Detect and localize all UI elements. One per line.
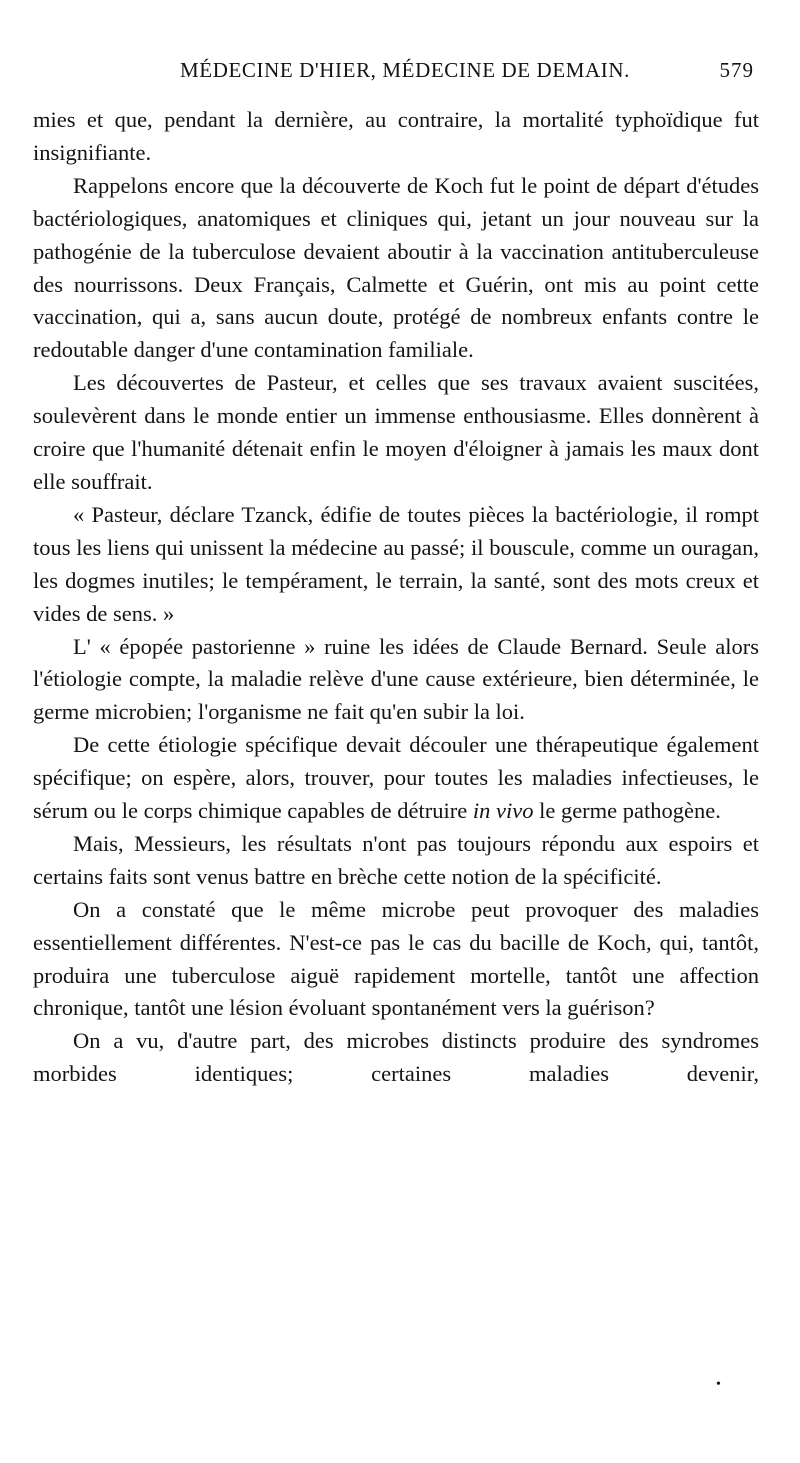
paragraph-microbes-distincts: On a vu, d'autre part, des microbes distincts produire des syndromes morbides identiques; certaines maladies devenir, [33,1028,759,1087]
paragraph-epopee: L' « épopée pastorienne » ruine les idées de Claude Bernard. Seule alors l'étiologie compte, la maladie relève d'une cause extérieure, bien déterminée, le germe microbien; l'organisme ne fait qu'en subir la loi. [33,633,759,725]
paragraph-tzanck-quote: « Pasteur, déclare Tzanck, édifie de toutes pièces la bactériologie, il rompt tous les liens qui unissent la médecine au passé; il bouscule, comme un ouragan, les dogmes inutiles; le tempérament, le terrain, la santé, sont des mots creux et vides de sens. » [33,501,759,626]
footnote-mark: • [716,1377,721,1392]
paragraph-koch: Rappelons encore que la découverte de Koch fut le point de départ d'études bactériologiques, anatomiques et cliniques qui, jetant un jour nouveau sur la pathogénie de la tuberculose devaient aboutir à la vaccination antituberculeuse des nourrissons. Deux Français, Calmette et Guérin, ont mis au point cette vaccination, qui a, sans aucun doute, protégé de nombreux enfants contre le redoutable danger d'une contamination familiale. [33,172,759,363]
paragraph-meme-microbe: On a constaté que le même microbe peut provoquer des maladies essentiellement différentes. N'est-ce pas le cas du bacille de Koch, qui, tantôt, produira une tuberculose aiguë rapidement mortelle, tantôt une affection chronique, tantôt une lésion évoluant spontanément vers la guérison? [33,896,759,1021]
latin-phrase: in vivo [472,798,534,824]
paragraph-messieurs: Mais, Messieurs, les résultats n'ont pas toujours répondu aux espoirs et certains faits sont venus battre en brèche cette notion de la spécificité. [33,830,759,889]
paragraph-therapeutique: De cette étiologie spécifique devait découler une thérapeutique également spécifique; on espère, alors, trouver, pour toutes les maladies infectieuses, le sérum ou le corps chimique capables de détruire in vivo le germe pathogène. [33,732,759,824]
paragraph-pasteur-discoveries: Les découvertes de Pasteur, et celles que ses travaux avaient suscitées, soulevèrent dans le monde entier un immense enthousiasme. Elles donnèrent à croire que l'humanité détenait enfin le moyen d'éloigner à jamais les maux dont elle souffrait. [33,370,759,494]
paragraph-continuation: mies et que, pendant la dernière, au contraire, la mortalité typhoïdique fut insignifiante. [33,107,759,165]
running-title: MÉDECINE D'HIER, MÉDECINE DE DEMAIN. [180,58,630,82]
page-number: 579 [719,58,754,82]
body-text [33,104,759,1091]
